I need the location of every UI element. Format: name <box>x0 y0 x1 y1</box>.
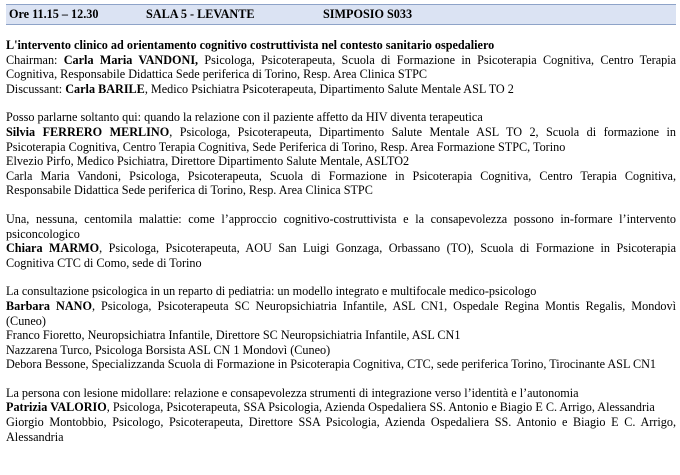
program-page <box>6 0 676 444</box>
talk-3-coauthor-2: Nazzarena Turco, Psicologa Borsista ASL CN 1 Mondovì (Cuneo) <box>6 342 331 357</box>
talk-2 <box>6 212 676 270</box>
chairman-desc: Psicologa, Psicoterapeuta, Scuola di Formazione in Psicoterapia Cognitiva, Centro Terapia Cognitiva, Responsabile Didattica Sede periferica di Torino, Resp. Area Clinica STPC <box>6 52 676 82</box>
talk-2-main-name: Chiara MARMO <box>6 241 100 256</box>
talk-1 <box>6 110 676 198</box>
talk-3-main-author <box>6 299 676 328</box>
talk-3-coauthor-1: Franco Fioretto, Neuropsichiatra Infantile, Direttore SC Neuropsichiatria Infantile, ASL CN1 <box>6 328 461 343</box>
talk-3-main-name: Barbara NANO <box>6 298 92 313</box>
talk-3-title: La consultazione psicologica in un reparto di pediatria: un modello integrato e multifocale medico-psicologo <box>6 284 537 299</box>
talk-2-main-desc: , Psicologa, Psicoterapeuta, AOU San Luigi Gonzaga, Orbassano (TO), Scuola di Formazione in Psicoterapia Cognitiva CTC di Como, sede di Torino <box>6 241 677 270</box>
talk-3-coauthor-3: Debora Bessone, Specializzanda Scuola di Formazione in Psicoterapia Cognitiva, CTC, sede periferica Torino, Tirocinante ASL CN1 <box>6 357 657 372</box>
talk-4 <box>6 386 676 444</box>
talk-2-main-author <box>6 241 676 270</box>
talk-4-main-author <box>6 400 676 415</box>
session-room: SALA 5 - LEVANTE <box>146 7 255 22</box>
session-time: Ore 11.15 – 12.30 <box>9 7 99 22</box>
talk-3 <box>6 284 676 372</box>
talk-1-title: Posso parlarne soltanto qui: quando la relazione con il paziente affetto da HIV diventa terapeutica <box>6 110 483 125</box>
talk-2-title: Una, nessuna, centomila malattie: come l’approccio cognitivo-costruttivista e la consapevolezza possono in-formare l’intervento psiconcologico <box>6 211 676 241</box>
talk-3-main-desc: , Psicologa, Psicoterapeuta SC Neuropsichiatria Infantile, ASL CN1, Ospedale Regina Montis Regalis, Mondovì (Cuneo) <box>6 298 676 328</box>
talk-1-coauthor-2: Carla Maria Vandoni, Psicologa, Psicoterapeuta, Scuola di Formazione in Psicoterapia Cognitiva, Centro Terapia Cognitiva, Responsabile Didattica Sede periferica di Torino, Resp. Area Clinica STPC <box>6 168 676 198</box>
discussant-line <box>6 82 676 97</box>
discussant-desc: , Medico Psichiatra Psicoterapeuta, Dipartimento Salute Mentale ASL TO 2 <box>144 81 514 96</box>
talk-1-main-desc: , Psicologa, Psicoterapeuta, Dipartimento Salute Mentale ASL TO 2, Scuola di formazione in Psicoterapia Cognitiva, Centro Terapia Cognitiva, Sede Periferica di Torino, Resp. Area Formazione STPC, Torino <box>6 124 676 154</box>
chairman-label: Chairman: <box>6 52 64 67</box>
talk-4-main-name: Patrizia VALORIO <box>6 400 107 415</box>
talk-1-main-author <box>6 125 676 154</box>
talk-1-coauthor-1: Elvezio Pirfo, Medico Psichiatra, Direttore Dipartimento Salute Mentale, ASLTO2 <box>6 154 410 169</box>
discussant-label: Discussant: <box>6 81 66 96</box>
talk-4-coauthor-1: Giorgio Montobbio, Psicologo, Psicoterapeuta, Direttore SSA Psicologia, Azienda Ospedaliera SS. Antonio e Biagio E C. Arrigo, Alessandria <box>6 415 676 444</box>
session-symposium: SIMPOSIO S033 <box>323 7 413 22</box>
talk-4-main-desc: , Psicologa, Psicoterapeuta, SSA Psicologia, Azienda Ospedaliera SS. Antonio e Biagio E C. Arrigo, Alessandria <box>106 400 655 415</box>
session-header <box>6 4 676 25</box>
chairman-name: Carla Maria VANDONI, <box>63 52 199 67</box>
talk-1-main-name: Silvia FERRERO MERLINO <box>6 124 170 139</box>
symposium-title: L'intervento clinico ad orientamento cognitivo costruttivista nel contesto sanitario ospedaliero <box>6 38 495 52</box>
chairman-line <box>6 53 676 82</box>
talk-4-title: La persona con lesione midollare: relazione e consapevolezza strumenti di integrazione verso l’identità e l’autonomia <box>6 385 579 400</box>
symposium-intro <box>6 38 676 96</box>
discussant-name: Carla BARILE <box>65 81 145 96</box>
